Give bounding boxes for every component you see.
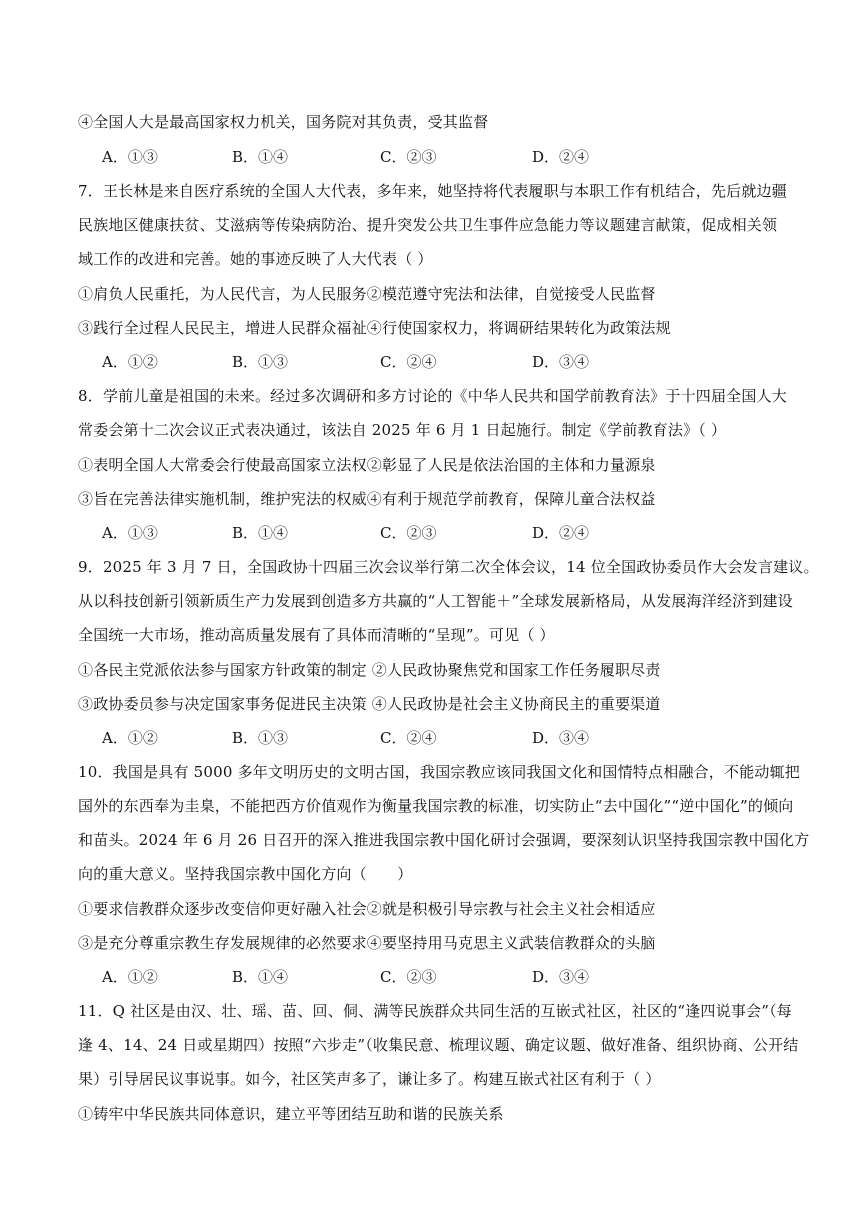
question-9-options xyxy=(102,728,622,748)
question-7-options xyxy=(102,352,622,372)
option-b: B．①④ xyxy=(232,968,289,986)
option-d: D．②④ xyxy=(532,524,590,542)
option-c: C．②③ xyxy=(380,524,437,542)
option-d: D．③④ xyxy=(532,353,590,371)
question-7-statements-2: ③践行全过程人民民主，增进人民群众福祉④行使国家权力，将调研结果转化为政策法规 xyxy=(78,319,671,337)
option-d: D．③④ xyxy=(532,968,590,986)
option-c: C．②④ xyxy=(380,729,437,747)
question-9-statements-1: ①各民主党派依法参与国家方针政策的制定 ②人民政协聚焦党和国家工作任务履职尽责 xyxy=(78,661,661,679)
question-8-stem-line-2: 常委会第十二次会议正式表决通过，该法自 2025 年 6 月 1 日起施行。制定《学前教育法》（ ） xyxy=(78,421,727,439)
question-10-options xyxy=(102,967,622,987)
question-10-stem-line-4: 向的重大意义。坚持我国宗教中国化方向（ ） xyxy=(78,865,413,883)
option-c: C．②③ xyxy=(380,148,437,166)
option-b: B．①④ xyxy=(232,524,289,542)
option-c: C．②④ xyxy=(380,353,437,371)
question-10-stem-line-2: 国外的东西奉为圭臬，不能把西方价值观作为衡量我国宗教的标准，切实防止“去中国化”“逆中国化”的倾向 xyxy=(78,797,794,815)
question-11-stem-line-2: 逢 4、14、24 日或星期四）按照“六步走”（收集民意、梳理议题、确定议题、做好准备、组织协商、公开结 xyxy=(78,1036,799,1054)
question-9-stem-line-2: 从以科技创新引领新质生产力发展到创造多方共赢的“人工智能＋”全球发展新格局，从发展海洋经济到建设 xyxy=(78,592,793,610)
option-a: A．①② xyxy=(102,729,158,747)
option-a: A．①② xyxy=(102,353,158,371)
option-b: B．①④ xyxy=(232,148,289,166)
option-d: D．②④ xyxy=(532,148,590,166)
question-11-stem-line-3: 果）引导居民议事说事。如今，社区笑声多了，谦让多了。构建互嵌式社区有利于（ ） xyxy=(78,1070,661,1088)
option-a: A．①③ xyxy=(102,148,158,166)
option-d: D．③④ xyxy=(532,729,590,747)
question-8-statements-2: ③旨在完善法律实施机制，维护宪法的权威④有利于规范学前教育，保障儿童合法权益 xyxy=(78,490,656,508)
option-b: B．①③ xyxy=(232,353,289,371)
question-8-options xyxy=(102,523,622,543)
question-9-statements-2: ③政协委员参与决定国家事务促进民主决策 ④人民政协是社会主义协商民主的重要渠道 xyxy=(78,695,661,713)
question-7-stem-line-2: 民族地区健康扶贫、艾滋病等传染病防治、提升突发公共卫生事件应急能力等议题建言献策，促成相关领 xyxy=(78,216,778,234)
question-10-statements-2: ③是充分尊重宗教生存发展规律的必然要求④要坚持用马克思主义武装信教群众的头脑 xyxy=(78,934,656,952)
option-b: B．①③ xyxy=(232,729,289,747)
question-7-stem-line-1: 7．王长林是来自医疗系统的全国人大代表，多年来，她坚持将代表履职与本职工作有机结合，先后就边疆 xyxy=(78,182,787,200)
question-9-stem-line-1: 9．2025 年 3 月 7 日，全国政协十四届三次会议举行第二次全体会议，14 位全国政协委员作大会发言建议。 xyxy=(78,558,819,576)
question-8-statements-1: ①表明全国人大常委会行使最高国家立法权②彰显了人民是依法治国的主体和力量源泉 xyxy=(78,456,656,474)
question-9-stem-line-3: 全国统一大市场，推动高质量发展有了具体而清晰的“呈现”。可见（ ） xyxy=(78,626,555,644)
question-7-stem-line-3: 域工作的改进和完善。她的事迹反映了人大代表（ ） xyxy=(78,250,433,268)
option-c: C．②③ xyxy=(380,968,437,986)
option-a: A．①③ xyxy=(102,524,158,542)
question-8-stem-line-1: 8．学前儿童是祖国的未来。经过多次调研和多方讨论的《中华人民共和国学前教育法》于十四届全国人大 xyxy=(78,387,787,405)
question-6-statement-4: ④全国人大是最高国家权力机关，国务院对其负责，受其监督 xyxy=(78,113,489,131)
option-a: A．①② xyxy=(102,968,158,986)
question-6-options xyxy=(102,147,622,167)
question-10-stem-line-3: 和苗头。2024 年 6 月 26 日召开的深入推进我国宗教中国化研讨会强调，要深刻认识坚持我国宗教中国化方 xyxy=(78,831,810,849)
question-11-stem-line-1: 11．Q 社区是由汉、壮、瑶、苗、回、侗、满等民族群众共同生活的互嵌式社区，社区的“逢四说事会”（每 xyxy=(78,1002,792,1020)
question-7-statements-1: ①肩负人民重托，为人民代言，为人民服务②模范遵守宪法和法律，自觉接受人民监督 xyxy=(78,285,656,303)
question-11-statements-1: ①铸牢中华民族共同体意识，建立平等团结互助和谐的民族关系 xyxy=(78,1105,504,1123)
question-10-statements-1: ①要求信教群众逐步改变信仰更好融入社会②就是积极引导宗教与社会主义社会相适应 xyxy=(78,900,656,918)
question-10-stem-line-1: 10．我国是具有 5000 多年文明历史的文明古国，我国宗教应该同我国文化和国情特点相融合，不能动辄把 xyxy=(78,763,801,781)
